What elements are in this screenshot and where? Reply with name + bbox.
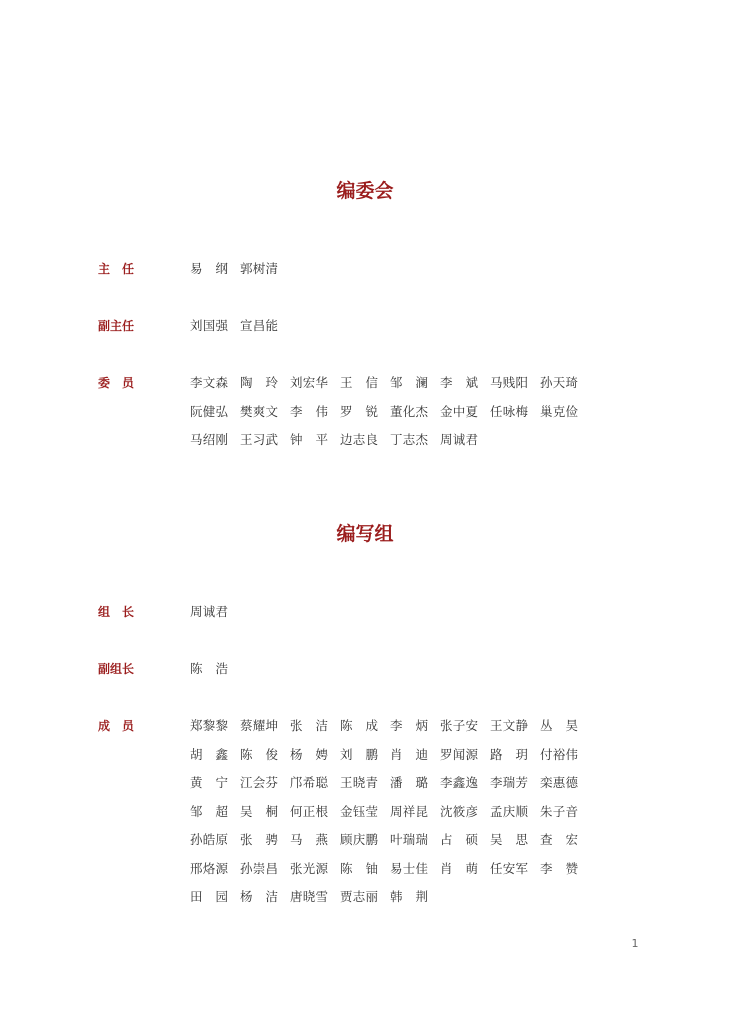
- person-name: 吴 思: [490, 832, 528, 847]
- person-name: 周诚君: [190, 604, 228, 619]
- role-label: 主 任: [98, 262, 135, 276]
- role-row-group-members: [0, 716, 730, 904]
- person-name: 周祥昆: [390, 803, 428, 819]
- person-name: 易士佳: [390, 860, 428, 876]
- person-name: 马 燕: [290, 832, 328, 847]
- person-name: 田 园: [190, 889, 228, 904]
- role-label: 组 长: [98, 605, 135, 619]
- person-name: 马贱阳: [490, 375, 528, 390]
- person-name: 查 宏: [540, 832, 578, 847]
- person-name: 董化杰: [390, 403, 428, 419]
- person-name: 王文静: [490, 718, 528, 733]
- person-name: 叶瑞瑞: [390, 832, 428, 847]
- person-name: 邹 澜: [390, 375, 428, 390]
- person-name: 邝希聪: [290, 775, 328, 790]
- role-label: 委 员: [98, 376, 135, 390]
- person-name: 阮健弘: [190, 403, 228, 419]
- person-name: 张光源: [290, 860, 328, 876]
- person-name: 沈筱彦: [440, 803, 478, 819]
- person-name: 李瑞芳: [490, 775, 528, 790]
- person-name: 丛 昊: [540, 718, 578, 733]
- person-name: 路 玥: [490, 746, 528, 762]
- person-name: 巢克俭: [540, 403, 578, 419]
- role-row-director: [0, 259, 730, 279]
- name-list: [190, 659, 610, 688]
- person-name: 肖 萌: [440, 860, 478, 876]
- person-name: 罗闻源: [440, 746, 478, 762]
- role-label: 副组长: [98, 662, 135, 676]
- person-name: 江会芬: [240, 775, 278, 790]
- person-name: 边志良: [340, 432, 378, 447]
- name-line: [190, 859, 610, 888]
- person-name: 张 洁: [290, 718, 328, 733]
- person-name: 刘 鹏: [340, 746, 378, 762]
- role-row-deputy-group-leader: [0, 659, 730, 679]
- person-name: 王晓青: [340, 775, 378, 790]
- person-name: 邢烙源: [190, 860, 228, 876]
- person-name: 杨 娉: [290, 746, 328, 762]
- person-name: 邹 超: [190, 803, 228, 819]
- person-name: 肖 迪: [390, 746, 428, 762]
- name-line: [190, 659, 610, 688]
- person-name: 郭树清: [240, 261, 278, 276]
- person-name: 丁志杰: [390, 432, 428, 447]
- name-list: [190, 316, 610, 345]
- person-name: 刘国强: [190, 318, 228, 333]
- person-name: 王 信: [340, 375, 378, 390]
- name-line: [190, 745, 610, 774]
- writing-group-title: 编写组: [336, 523, 394, 545]
- person-name: 孙天琦: [540, 375, 578, 390]
- name-line: [190, 602, 610, 631]
- person-name: 唐晓雪: [290, 889, 328, 904]
- person-name: 樊爽文: [240, 403, 278, 419]
- person-name: 马绍刚: [190, 432, 228, 447]
- name-line: [190, 802, 610, 831]
- person-name: 顾庆鹏: [340, 832, 378, 847]
- person-name: 韩 荆: [390, 889, 428, 904]
- person-name: 张子安: [440, 718, 478, 733]
- person-name: 李 赞: [540, 860, 578, 876]
- name-line: [190, 887, 610, 916]
- person-name: 张 骋: [240, 832, 278, 847]
- person-name: 何正根: [290, 803, 328, 819]
- person-name: 潘 璐: [390, 775, 428, 790]
- person-name: 付裕伟: [540, 746, 578, 762]
- person-name: 陈 俊: [240, 746, 278, 762]
- person-name: 胡 鑫: [190, 746, 228, 762]
- person-name: 李鑫逸: [440, 775, 478, 790]
- person-name: 李 斌: [440, 375, 478, 390]
- person-name: 易 纲: [190, 261, 228, 276]
- person-name: 罗 锐: [340, 403, 378, 419]
- person-name: 贾志丽: [340, 889, 378, 904]
- name-list: [190, 373, 610, 459]
- person-name: 陈 铀: [340, 860, 378, 876]
- name-line: [190, 316, 610, 345]
- person-name: 李 炳: [390, 718, 428, 733]
- person-name: 刘宏华: [290, 375, 328, 390]
- editorial-board-title: 编委会: [336, 180, 394, 202]
- person-name: 李文森: [190, 375, 228, 390]
- role-row-group-leader: [0, 602, 730, 622]
- person-name: 黄 宁: [190, 775, 228, 790]
- person-name: 陈 成: [340, 718, 378, 733]
- role-row-members: [0, 373, 730, 447]
- person-name: 蔡耀坤: [240, 718, 278, 733]
- name-line: [190, 430, 610, 459]
- person-name: 任咏梅: [490, 403, 528, 419]
- name-line: [190, 402, 610, 431]
- person-name: 杨 洁: [240, 889, 278, 904]
- person-name: 周诚君: [440, 432, 478, 447]
- person-name: 朱子音: [540, 803, 578, 819]
- page-number: 1: [631, 937, 639, 950]
- person-name: 孙崇昌: [240, 860, 278, 876]
- role-label: 成 员: [98, 719, 135, 733]
- name-line: [190, 716, 610, 745]
- person-name: 占 硕: [440, 832, 478, 847]
- name-line: [190, 830, 610, 859]
- person-name: 陈 浩: [190, 661, 228, 676]
- role-label: 副主任: [98, 319, 135, 333]
- name-list: [190, 716, 610, 916]
- person-name: 孟庆顺: [490, 803, 528, 819]
- role-row-deputy-director: [0, 316, 730, 336]
- person-name: 陶 玲: [240, 375, 278, 390]
- person-name: 王习武: [240, 432, 278, 447]
- person-name: 栾惠德: [540, 775, 578, 790]
- name-line: [190, 373, 610, 402]
- person-name: 郑黎黎: [190, 718, 228, 733]
- person-name: 孙皓原: [190, 832, 228, 847]
- person-name: 任安军: [490, 860, 528, 876]
- name-line: [190, 773, 610, 802]
- person-name: 金中夏: [440, 403, 478, 419]
- name-list: [190, 602, 610, 631]
- person-name: 吴 桐: [240, 803, 278, 819]
- name-line: [190, 259, 610, 288]
- person-name: 宣昌能: [240, 318, 278, 333]
- person-name: 钟 平: [290, 432, 328, 447]
- person-name: 金钰莹: [340, 803, 378, 819]
- name-list: [190, 259, 610, 288]
- person-name: 李 伟: [290, 403, 328, 419]
